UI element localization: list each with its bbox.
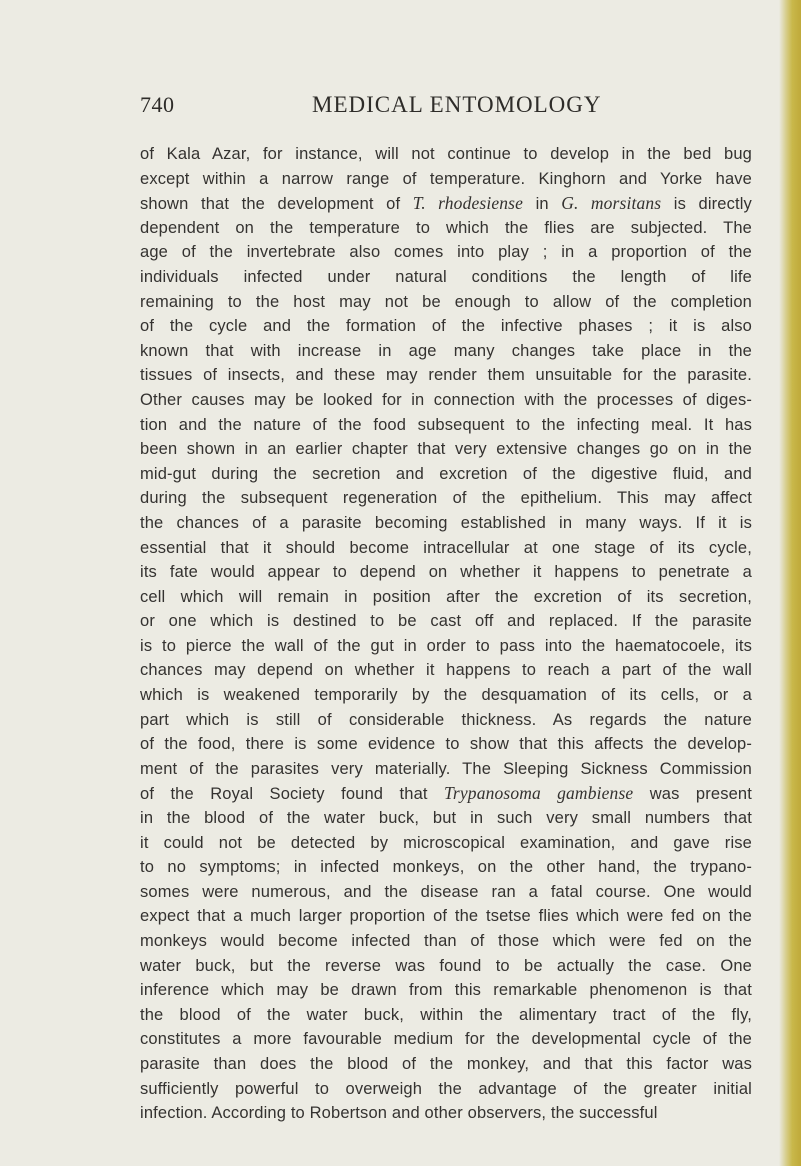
text-segment: to no symptoms; in infected monkeys, on the other hand, the trypano- — [140, 858, 752, 877]
text-segment: chances may depend on whether it happens to reach a part of the wall — [140, 661, 752, 680]
body-paragraph — [140, 142, 752, 1126]
text-line — [140, 1027, 752, 1052]
text-line — [140, 609, 752, 634]
text-segment: during the subsequent regeneration of the epithelium. This may affect — [140, 489, 752, 508]
text-line — [140, 1077, 752, 1102]
text-segment: monkeys would become infected than of those which were fed on the — [140, 932, 752, 950]
text-line — [140, 511, 752, 536]
text-line — [140, 831, 752, 856]
text-segment: somes were numerous, and the disease ran a fatal course. One would — [140, 882, 752, 901]
text-line — [140, 413, 752, 438]
text-line — [140, 486, 752, 511]
text-segment: of the food, there is some evidence to show that this affects the develop- — [140, 735, 752, 754]
text-line — [140, 560, 752, 585]
text-line — [140, 806, 752, 831]
text-line — [140, 462, 752, 487]
text-segment: water buck, but the reverse was found to be actually the case. One — [140, 956, 752, 975]
text-segment: individuals infected under natural conditions the length of life — [140, 267, 752, 286]
text-segment: it could not be detected by microscopical examination, and gave rise — [140, 833, 752, 852]
text-line — [140, 167, 752, 192]
text-segment: expect that a much larger proportion of the tsetse flies which were fed on the — [140, 907, 752, 926]
text-segment: Other causes may be looked for in connection with the processes of diges- — [140, 390, 752, 409]
text-line — [140, 191, 752, 216]
text-segment: known that with increase in age many changes take place in the — [140, 341, 752, 360]
text-segment: ment of the parasites very materially. The Sleeping Sickness Commission — [140, 759, 752, 778]
text-line — [140, 536, 752, 561]
text-segment: was present — [633, 785, 752, 804]
text-segment: in — [523, 195, 562, 214]
text-line — [140, 757, 752, 782]
italic-species-name: T. rhodesiense — [412, 193, 524, 214]
text-segment: its fate would appear to depend on whether it happens to penetrate a — [140, 563, 752, 582]
text-line — [140, 904, 752, 929]
text-segment: remaining to the host may not be enough to allow of the completion — [140, 292, 752, 311]
text-line — [140, 437, 752, 462]
text-segment: the chances of a parasite becoming established in many ways. If it is — [140, 513, 752, 532]
text-line — [140, 585, 752, 610]
text-line — [140, 978, 752, 1003]
text-line — [140, 142, 752, 167]
text-line — [140, 658, 752, 683]
text-line — [140, 388, 752, 413]
text-segment: which is weakened temporarily by the desquamation of its cells, or a — [140, 686, 752, 705]
text-line — [140, 240, 752, 265]
page-edge-shading — [779, 0, 801, 1166]
text-line — [140, 880, 752, 905]
text-line — [140, 781, 752, 806]
text-line — [140, 683, 752, 708]
text-segment: inference which may be drawn from this remarkable phenomenon is that — [140, 981, 752, 1000]
text-line — [140, 1101, 752, 1126]
text-line — [140, 216, 752, 241]
text-line — [140, 1003, 752, 1028]
text-line — [140, 1052, 752, 1077]
text-segment: is directly — [661, 195, 752, 214]
text-segment: of the cycle and the formation of the infective phases ; it is also — [140, 317, 752, 336]
text-segment: cell which will remain in position after the excretion of its secretion, — [140, 587, 752, 606]
text-segment: of the Royal Society found that — [140, 785, 445, 804]
text-line — [140, 708, 752, 733]
text-line — [140, 265, 752, 290]
text-segment: mid-gut during the secretion and excretion of the digestive fluid, and — [140, 464, 752, 483]
text-segment: been shown in an earlier chapter that very extensive changes go on in the — [140, 440, 752, 459]
text-line — [140, 732, 752, 757]
text-segment: part which is still of considerable thickness. As regards the nature — [140, 710, 752, 729]
text-segment: tion and the nature of the food subsequent to the infecting meal. It has — [140, 415, 752, 434]
text-segment: shown that the development of — [140, 195, 413, 214]
text-line — [140, 363, 752, 388]
text-segment: or one which is destined to be cast off and replaced. If the parasite — [140, 612, 752, 631]
text-line — [140, 954, 752, 979]
italic-species-name: G. morsitans — [561, 193, 662, 214]
text-segment: constitutes a more favourable medium for the developmental cycle of the — [140, 1030, 752, 1049]
text-segment: in the blood of the water buck, but in such very small numbers that — [140, 809, 752, 828]
text-segment: parasite than does the blood of the monkey, and that this factor was — [140, 1054, 752, 1073]
running-head: MEDICAL ENTOMOLOGY — [312, 92, 602, 117]
text-segment: age of the invertebrate also comes into play ; in a proportion of the — [140, 243, 752, 262]
text-segment: essential that it should become intracellular at one stage of its cycle, — [140, 538, 752, 557]
text-segment: of Kala Azar, for instance, will not continue to develop in the bed bug — [140, 145, 752, 163]
text-line — [140, 290, 752, 315]
text-line — [140, 339, 752, 364]
text-line — [140, 929, 752, 954]
italic-species-name: Trypanosoma gambiense — [444, 783, 634, 804]
text-segment: is to pierce the wall of the gut in order to pass into the haematocoele, its — [140, 636, 752, 655]
text-segment: sufficiently powerful to overweigh the advantage of the greater initial — [140, 1079, 752, 1098]
text-segment: the blood of the water buck, within the alimentary tract of the fly, — [140, 1005, 752, 1024]
page-header — [140, 92, 740, 132]
text-segment: tissues of insects, and these may render them unsuitable for the parasite. — [140, 366, 752, 385]
text-segment: dependent on the temperature to which the flies are subjected. The — [140, 218, 752, 237]
text-line — [140, 314, 752, 339]
text-line — [140, 634, 752, 659]
text-segment: infection. According to Robertson and other observers, the successful — [140, 1104, 658, 1123]
page-number: 740 — [140, 92, 175, 117]
text-segment: except within a narrow range of temperature. Kinghorn and Yorke have — [140, 169, 752, 188]
text-line — [140, 855, 752, 880]
